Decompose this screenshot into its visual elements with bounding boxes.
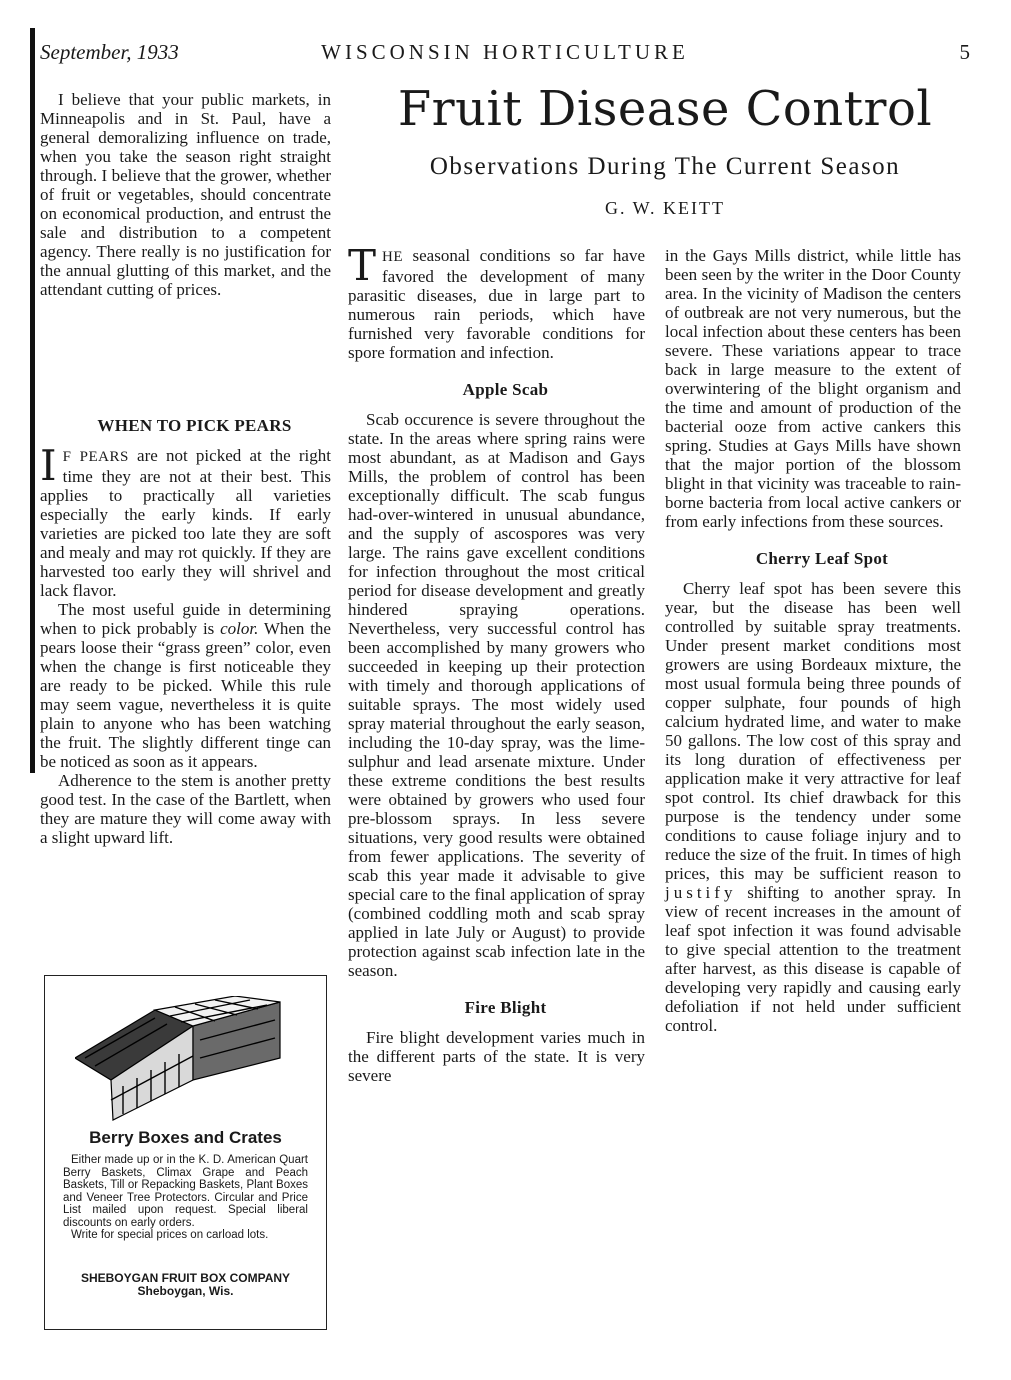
intro-paragraph: I believe that your public markets, in Minneapolis and in St. Paul, have a general demoralizing influence on trade, when you take the season right straight through. I believe that the grower, whether of fruit or vegetables, should concentrate on economical production, and entrust the sale and distribution to a competent agency. There really is no justification for the annual glutting of this market, and the attendant cutting of prices.	[40, 90, 331, 299]
paragraph-text: Cherry leaf spot has been severe this year, but the disease has been well controlled by suitable spray treatments. Under present market conditions most growers are using Bordeaux mixture, the most usual formula being three pounds of copper sulphate, four pounds of high calcium hydrated lime, and water to make 50 gallons. The low cost of this spray and its long duration of effectiveness per application make it very attractive for leaf spot control. Its chief drawback for this purpose is the tendency under some conditions to cause foliage injury and to reduce the size of the fruit. In times of high prices, this may be sufficient reason to	[665, 579, 961, 883]
section-heading-fire-blight: Fire Blight	[464, 998, 547, 1017]
drop-cap: I	[40, 441, 57, 490]
ad-description: Either made up or in the K. D. American Quart Berry Baskets, Climax Grape and Peach Baskets, Till or Repacking Baskets, Plant Boxes and Veneer Tree Protectors. Circular and Price List mailed upon request. Special liberal discounts on early orders.	[63, 1154, 308, 1229]
paragraph-text: shifting to another spray. In view of recent increases in the amount of leaf spot infection it was found advisable to give special attention to the treatment after harvest, as this disease is capable of developing very rapidly and causing early defoliation if not held under sufficient control.	[665, 883, 961, 1035]
article-author: G. W. KEITT	[605, 198, 725, 218]
section-heading-apple-scab: Apple Scab	[462, 380, 549, 399]
apple-scab-paragraph: Scab occurence is severe throughout the state. In the areas where spring rains were most abundant, as at Madison and Gays Mills, the problem of control has been exceptionally difficult. The scab fungus had-over-wintered in unusual abundance, and the supply of ascospores was very large. The rains gave excellent conditions for infection throughout the most critical period for disease development and greatly hindered spraying operations. Nevertheless, very successful control has been accomplished by many growers who succeeded in keeping up their protection with timely and thorough applications of suitable sprays. The most widely used spray material throughout the early season, including the 10-day spray, was the lime-sulphur and lead arsenate mixture. Under these extreme conditions the best results were obtained by growers who used four pre-blossom sprays. In less severe situations, very good results were obtained from fewer applications. The severity of scab this year made it advisable to give special care to the final application of spray (combined coddling moth and scab spray applied in late July or August) to provide protection against scab infection late in the season.	[348, 410, 645, 980]
magazine-title: WISCONSIN HORTICULTURE	[321, 40, 689, 64]
margin-rule	[30, 28, 35, 773]
article-title: Fruit Disease Control	[397, 81, 933, 137]
article-subtitle: Observations During The Current Season	[429, 153, 901, 180]
pears-paragraph-1	[40, 441, 331, 600]
company-city: Sheboygan, Wis.	[137, 1284, 234, 1298]
pears-paragraph-3: Adherence to the stem is another pretty good test. In the case of the Bartlett, when they are mature they will come away with a slight upward lift.	[40, 771, 331, 847]
section-heading-cherry-leaf-spot: Cherry Leaf Spot	[755, 549, 889, 568]
cherry-leaf-spot-paragraph	[665, 579, 961, 1035]
drop-cap: T	[348, 241, 377, 290]
ad-carload-note: Write for special prices on carload lots.	[71, 1229, 269, 1241]
fire-blight-continued: in the Gays Mills district, while little has been seen by the writer in the Door County area. In the vicinity of Madison the centers of outbreak are not very numerous, but the local infection about these centers has been severe. These variations appear to trace back in large measure to the extent of overwintering of the blight organism and the time and amount of production of the bacterial ooze from active cankers this spring. Studies at Gays Mills have shown that the major portion of the blossom blight in that vicinity was traceable to rain-borne bacteria from local active cankers or from early infections from these sources.	[665, 246, 961, 531]
section-heading-pick-pears: WHEN TO PICK PEARS	[97, 416, 292, 435]
advertisement-box	[44, 975, 327, 1330]
crate-illustration	[75, 996, 300, 1121]
paragraph-text: When the pears loose their “grass green” color, even when the change is first noticeable they are ready to be picked. While this rule may seem vague, nevertheless it is quite plain to anyone who has been watching the fruit. The slightly different tinge can be noticed as soon as it appears.	[40, 619, 331, 771]
pears-paragraph-2	[40, 600, 331, 771]
issue-date: September, 1933	[40, 40, 179, 64]
spaced-word: justify	[665, 883, 737, 902]
ad-heading: Berry Boxes and Crates	[89, 1128, 282, 1147]
paragraph-text: are not picked at the right time they are not at their best. This applies to practically all varieties especially the early kinds. If early varieties are picked too late they are soft and mealy and may rot quickly. If they are harvested too early they will shrivel and lack flavor.	[40, 446, 331, 600]
ad-body-text	[63, 1154, 308, 1242]
opening-paragraph	[348, 241, 645, 362]
column-middle	[348, 241, 645, 1085]
company-name: SHEBOYGAN FRUIT BOX COMPANY	[80, 1271, 291, 1285]
running-header	[40, 40, 970, 70]
column-left-pears	[40, 416, 331, 847]
lead-words: F PEARS	[62, 449, 129, 465]
emphasis-text: color.	[220, 619, 259, 638]
paragraph-text: The most useful guide in determining when to pick probably is	[40, 600, 331, 638]
fire-blight-paragraph: Fire blight development varies much in the different parts of the state. It is very severe	[348, 1028, 645, 1085]
ad-company	[45, 1272, 326, 1298]
column-left-intro	[40, 90, 331, 299]
column-right	[665, 246, 961, 1035]
paragraph-text: seasonal conditions so far have favored the development of many parasitic diseases, due in large part to numerous rain periods, which have furnished very favorable conditions for spore formation and infection.	[348, 246, 645, 362]
page-number: 5	[959, 40, 970, 64]
lead-words: HE	[382, 249, 404, 265]
